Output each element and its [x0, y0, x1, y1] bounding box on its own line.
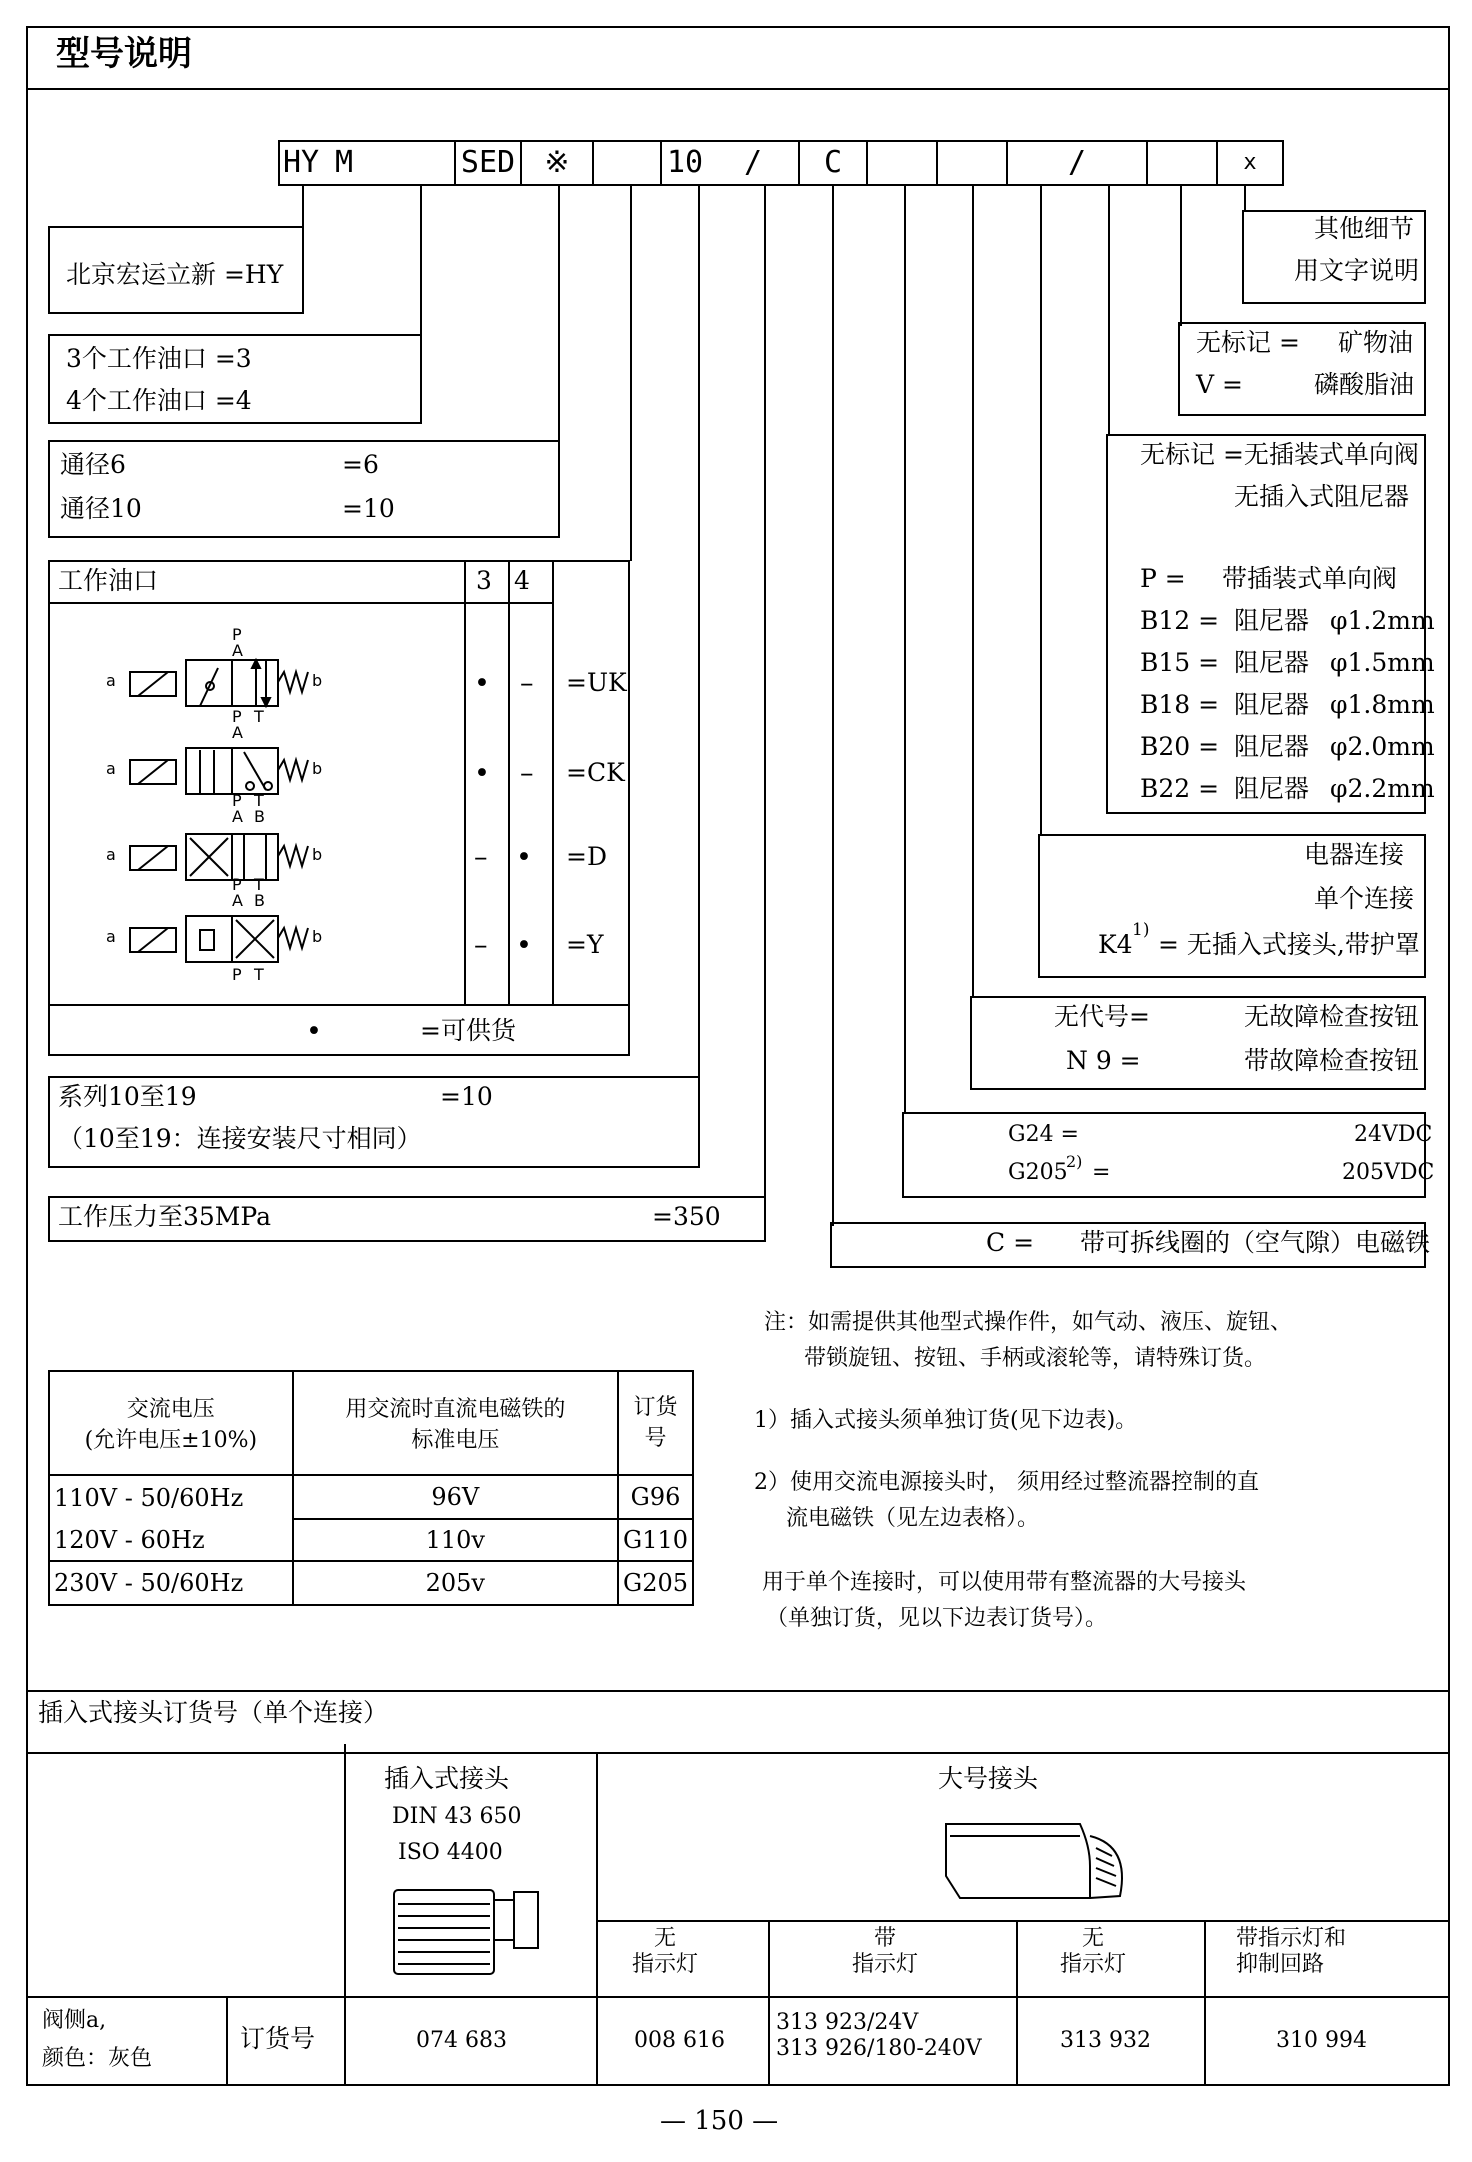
leader-other: [1244, 186, 1246, 212]
elec-k4-sup: 1): [1132, 920, 1150, 940]
seal-v-2: 磷酸脂油: [1314, 370, 1415, 399]
leader-bore: [558, 186, 560, 442]
bore-label-1: 通径6: [60, 450, 126, 479]
code-blank4: [936, 140, 1006, 186]
svg-text:a: a: [106, 759, 116, 778]
vt-row: 110V - 50/60Hz 96V G96: [49, 1475, 693, 1519]
coil-k: C =: [986, 1228, 1035, 1257]
code-10: 10: [660, 140, 708, 186]
leader-fault: [972, 186, 974, 998]
code-blank5: [1146, 140, 1216, 186]
voltage-k-2: G205: [1008, 1160, 1068, 1185]
order-074683: 074 683: [416, 2028, 507, 2053]
plug-title: 插入式接头: [384, 1764, 510, 1793]
seal-k-2: V =: [1196, 370, 1243, 399]
leader-series: [698, 186, 700, 1078]
elec-line-3: = 无插入式接头,带护罩: [1158, 930, 1420, 959]
code-blank2: [592, 140, 660, 186]
row-ck-c4: –: [520, 758, 534, 789]
svg-text:T: T: [254, 965, 264, 984]
col-light-suppress: 带指示灯和 抑制回路: [1236, 1926, 1347, 1978]
row-y-c4: •: [516, 930, 532, 961]
voltage-v-1: 24VDC: [1354, 1122, 1433, 1147]
voltage-sup-2: 2): [1066, 1152, 1083, 1171]
vt-row: 120V - 60Hz 110v G110: [49, 1519, 693, 1561]
svg-text:A: A: [232, 723, 243, 742]
pressure-val: =350: [652, 1202, 721, 1231]
col-no-light-1: 无 指示灯: [632, 1926, 699, 1978]
series-label: 系列10至19: [58, 1082, 197, 1111]
code-sed: SED: [454, 140, 520, 186]
page-number: — 150 —: [660, 2106, 779, 2136]
brand-text: 北京宏运立新 =HY: [66, 260, 284, 289]
availability-legend: =可供货: [420, 1016, 516, 1045]
workports-title: 工作油口: [58, 566, 159, 595]
vt-header-ac: 交流电压 (允许电压±10%): [49, 1371, 293, 1475]
plug-std-2: ISO 4400: [398, 1840, 503, 1865]
svg-text:B: B: [254, 807, 265, 826]
bore-val-2: =10: [342, 494, 395, 523]
leader-workports: [630, 186, 632, 561]
svg-text:T: T: [254, 875, 264, 894]
voltage-k-1: G24 =: [1008, 1122, 1079, 1147]
ports-line-2: 4个工作油口 =4: [66, 386, 252, 415]
leader-pressure: [764, 186, 766, 1198]
svg-text:A: A: [232, 891, 243, 910]
svg-text:P: P: [232, 965, 242, 984]
vt-row: 230V - 50/60Hz 205v G205: [49, 1561, 693, 1605]
code-slash1: /: [708, 140, 798, 186]
insert-line-2: 无插入式阻尼器: [1234, 482, 1410, 511]
order-313932: 313 932: [1060, 2028, 1151, 2053]
svg-text:P: P: [232, 791, 242, 810]
vt-header-order: 订货号: [618, 1371, 693, 1475]
fault-k-2: N 9 =: [1066, 1046, 1141, 1075]
insert-line-1: 无标记 =无插装式单向阀: [1140, 440, 1419, 469]
series-note: （10至19：连接安装尺寸相同）: [58, 1124, 422, 1153]
bore-label-2: 通径10: [60, 494, 142, 523]
row-d-c4: •: [516, 842, 532, 873]
svg-text:a: a: [106, 845, 116, 864]
side-line-2: 颜色：灰色: [42, 2046, 153, 2071]
conn-title: 插入式接头订货号（单个连接）: [38, 1698, 389, 1727]
svg-text:b: b: [312, 845, 323, 864]
svg-text:P: P: [232, 875, 242, 894]
coil-v: 带可拆线圈的（空气隙）电磁铁: [1080, 1228, 1431, 1257]
order-310994: 310 994: [1276, 2028, 1367, 2053]
row-uk-code: =UK: [566, 668, 627, 697]
row-y-c3: –: [474, 930, 488, 961]
col-with-light: 带 指示灯: [852, 1926, 919, 1978]
row-d-c3: –: [474, 842, 488, 873]
elec-k4: K4: [1098, 930, 1133, 959]
col-no-light-2: 无 指示灯: [1060, 1926, 1127, 1978]
vt-header-dc: 用交流时直流电磁铁的 标准电压: [293, 1371, 618, 1475]
code-blank1: [366, 140, 454, 186]
valve-symbol-d: [130, 834, 308, 880]
order-label: 订货号: [240, 2024, 316, 2053]
elec-line-2: 单个连接: [1314, 884, 1415, 913]
leader-insert: [1108, 186, 1110, 436]
svg-text:T: T: [254, 791, 264, 810]
svg-text:A: A: [232, 807, 243, 826]
seal-k-1: 无标记 =: [1196, 328, 1300, 357]
code-blank3: [866, 140, 936, 186]
svg-text:a: a: [106, 927, 116, 946]
leader-voltage: [904, 186, 906, 1114]
svg-text:b: b: [312, 759, 323, 778]
svg-text:T: T: [254, 707, 264, 726]
code-star: ※: [520, 140, 592, 186]
code-slash2: /: [1006, 140, 1146, 186]
symbol-label-b: b: [312, 671, 323, 690]
valve-symbol-ck: [130, 748, 308, 794]
svg-text:b: b: [312, 927, 323, 946]
fault-k-1: 无代号=: [1054, 1002, 1150, 1031]
fault-v-1: 无故障检查按钮: [1244, 1002, 1420, 1031]
big-title: 大号接头: [938, 1764, 1039, 1793]
other-line-1: 其他细节: [1314, 214, 1415, 243]
leader-ports: [420, 186, 422, 336]
insert-p-k: P =: [1140, 564, 1186, 593]
row-d-code: =D: [566, 842, 607, 871]
plug-connector-icon: [390, 1880, 550, 1980]
valve-symbol-y: [130, 916, 308, 962]
legend-dot: •: [306, 1016, 322, 1047]
series-val: =10: [440, 1082, 493, 1111]
insert-p-v: 带插装式单向阀: [1222, 564, 1398, 593]
row-ck-c3: •: [474, 758, 490, 789]
plug-std-1: DIN 43 650: [392, 1804, 522, 1829]
pressure-label: 工作压力至35MPa: [58, 1202, 272, 1231]
code-hy: HY: [278, 140, 322, 186]
svg-text:P: P: [232, 707, 242, 726]
symbol-label-a: a: [106, 671, 116, 690]
page-title: 型号说明: [56, 34, 192, 74]
svg-text:P: P: [232, 625, 242, 644]
valve-symbol-uk: [130, 660, 308, 706]
bore-val-1: =6: [342, 450, 379, 479]
svg-text:A: A: [232, 641, 243, 660]
seal-v-1: 矿物油: [1338, 328, 1414, 357]
row-ck-code: =CK: [566, 758, 625, 787]
leader-hy: [302, 186, 304, 230]
code-c: C: [798, 140, 866, 186]
voltage-v-2: 205VDC: [1342, 1160, 1435, 1185]
valve-symbols: [90, 610, 350, 1000]
col-3-header: 3: [476, 566, 492, 595]
voltage-eq-2: =: [1092, 1160, 1111, 1185]
leader-elec: [1040, 186, 1042, 836]
col-4-header: 4: [514, 566, 530, 595]
order-313923: 313 923/24V 313 926/180-240V: [776, 2010, 982, 2062]
header-divider: [26, 88, 1450, 90]
row-uk-c3: •: [474, 668, 490, 699]
big-connector-icon: [940, 1806, 1140, 1916]
leader-seal: [1180, 186, 1182, 326]
ports-line-1: 3个工作油口 =3: [66, 344, 252, 373]
row-uk-c4: –: [520, 668, 534, 699]
other-line-2: 用文字说明: [1294, 256, 1420, 285]
order-008616: 008 616: [634, 2028, 725, 2053]
elec-line-1: 电器连接: [1304, 840, 1405, 869]
ac-voltage-table: [48, 1370, 694, 1606]
svg-text:B: B: [254, 891, 265, 910]
side-line-1: 阀侧a,: [42, 2008, 107, 2033]
code-x: x: [1216, 140, 1284, 186]
fault-v-2: 带故障检查按钮: [1244, 1046, 1420, 1075]
row-y-code: =Y: [566, 930, 604, 959]
leader-coil: [832, 186, 834, 1226]
code-m: M: [322, 140, 366, 186]
